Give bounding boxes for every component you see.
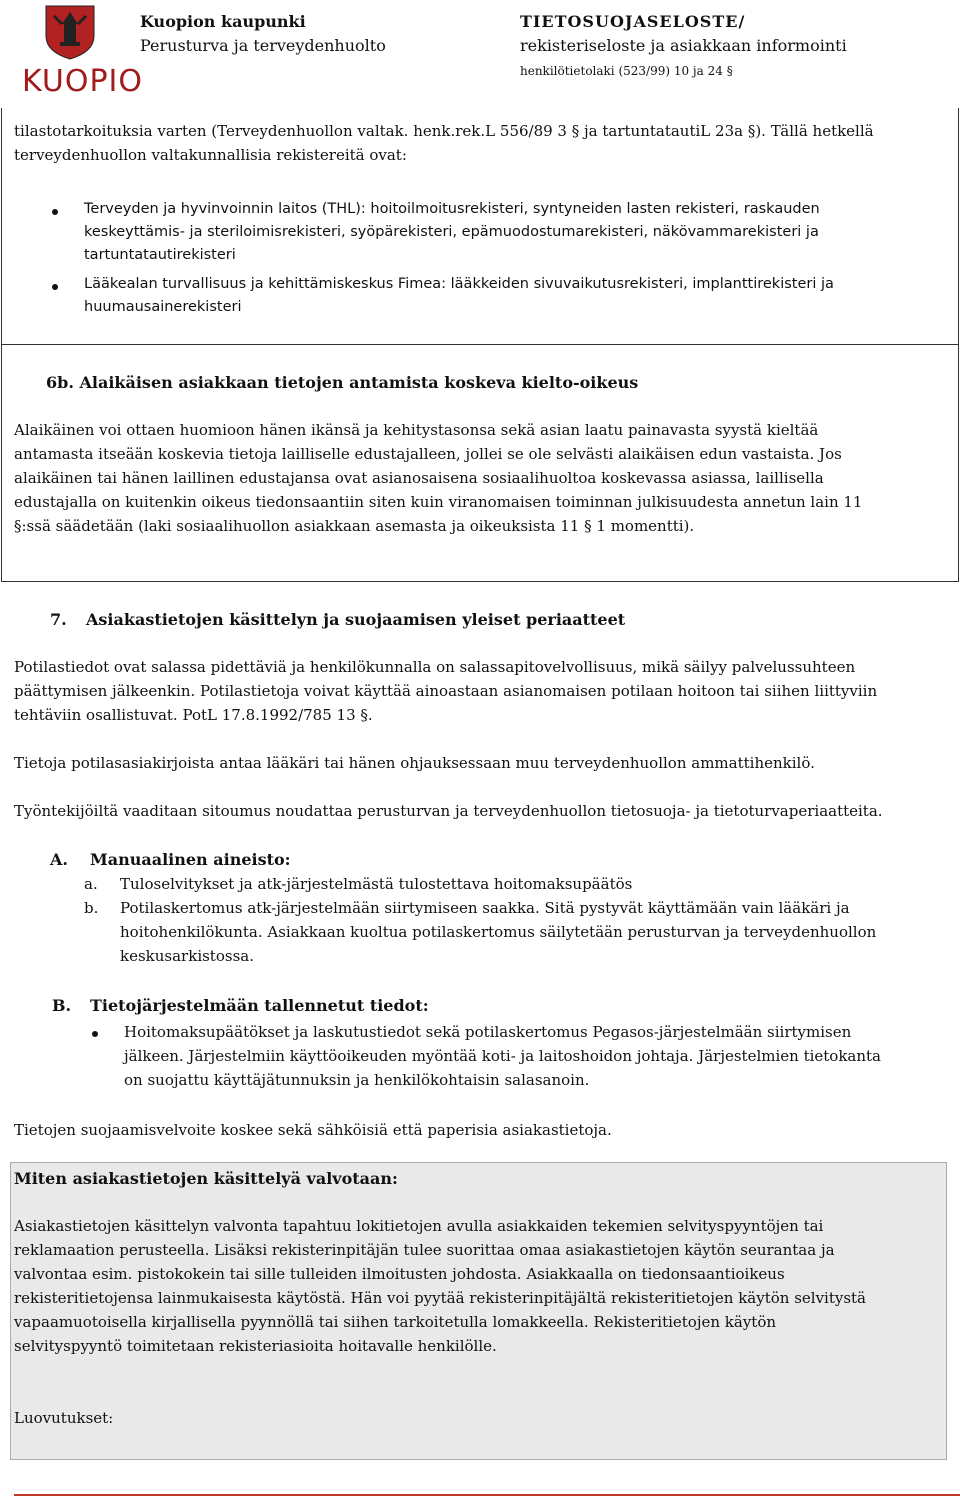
- list-item-line: Hoitomaksupäätökset ja laskutustiedot sekä potilaskertomus Pegasos-järjestelmään siirtymisen: [124, 1023, 852, 1041]
- paragraph-line: Alaikäinen voi ottaen huomioon hänen ikänsä ja kehitystasonsa sekä asian laatu painavasta syystä kieltää: [14, 421, 819, 439]
- paragraph-line: selvityspyyntö toimitetaan rekisteriasioita hoitavalle henkilölle.: [14, 1337, 497, 1355]
- paragraph-line: antamasta itseään koskevia tietoja lailliselle edustajalleen, jollei se ole selvästi alaikäisen edun vastaista. Jos: [14, 445, 842, 463]
- section-7-heading: Asiakastietojen käsittelyn ja suojaamisen yleiset periaatteet: [86, 610, 626, 629]
- paragraph-line: alaikäinen tai hänen laillinen edustajansa ovat asianosaisena sosiaalihuoltoa koskevassa asiassa, laillisella: [14, 469, 824, 487]
- logo-wordmark: KUOPIO: [22, 64, 143, 99]
- section-6b-box: [1, 344, 959, 582]
- footer-rule: [14, 1494, 960, 1496]
- bullet-icon: [52, 284, 58, 290]
- paragraph-line: tehtäviin osallistuvat. PotL 17.8.1992/785 13 §.: [14, 706, 373, 724]
- bullet-icon: [92, 1031, 98, 1037]
- paragraph-line: reklamaation perusteella. Lisäksi rekisterinpitäjän tulee suorittaa omaa asiakastietojen käytön seurantaa ja: [14, 1241, 835, 1259]
- monitoring-heading: Miten asiakastietojen käsittelyä valvotaan:: [14, 1169, 398, 1188]
- paragraph-line: tilastotarkoituksia varten (Terveydenhuollon valtak. henk.rek.L 556/89 3 § ja tartuntatautiL 23a §). Tällä hetkellä: [14, 122, 874, 140]
- kuopio-coat-of-arms-logo: [10, 4, 143, 104]
- paragraph-line: Tietojen suojaamisvelvoite koskee sekä sähköisiä että paperisia asiakastietoja.: [14, 1121, 612, 1139]
- document-law-reference: henkilötietolaki (523/99) 10 ja 24 §: [520, 64, 733, 78]
- paragraph-line: §:ssä säädetään (laki sosiaalihuollon asiakkaan asemasta ja oikeuksista 11 § 1 momentti).: [14, 517, 695, 535]
- disclosures-label: Luovutukset:: [14, 1409, 114, 1427]
- list-item-line: jälkeen. Järjestelmiin käyttöoikeuden myöntää koti- ja laitoshoidon johtaja. Järjestelmien tietokanta: [124, 1047, 881, 1065]
- document-subtitle: rekisteriseloste ja asiakkaan informointi: [520, 36, 847, 55]
- org-name: Kuopion kaupunki: [140, 12, 306, 31]
- list-letter: B.: [52, 996, 72, 1015]
- list-item-line: huumausainerekisteri: [84, 299, 242, 315]
- list-item-line: on suojattu käyttäjätunnuksin ja henkilökohtaisin salasanoin.: [124, 1071, 590, 1089]
- section-6b-heading: 6b. Alaikäisen asiakkaan tietojen antamista koskeva kielto-oikeus: [46, 373, 639, 392]
- paragraph-line: Potilastiedot ovat salassa pidettäviä ja henkilökunnalla on salassapitovelvollisuus, mikä säilyy palvelussuhteen: [14, 658, 856, 676]
- bullet-icon: [52, 209, 58, 215]
- list-item-line: Tuloselvitykset ja atk-järjestelmästä tulostettava hoitomaksupäätös: [120, 875, 633, 893]
- systems-heading: Tietojärjestelmään tallennetut tiedot:: [90, 996, 429, 1015]
- paragraph-line: Tietoja potilasasiakirjoista antaa lääkäri tai hänen ohjauksessaan muu terveydenhuollon ammattihenkilö.: [14, 754, 815, 772]
- registry-list-box: [1, 108, 959, 345]
- list-letter: a.: [84, 875, 98, 893]
- list-item-line: Terveyden ja hyvinvoinnin laitos (THL): hoitoilmoitusrekisteri, syntyneiden lasten rekisteri, raskauden: [84, 201, 820, 217]
- monitoring-box: [10, 1162, 947, 1460]
- page-header: [0, 0, 960, 112]
- paragraph-line: terveydenhuollon valtakunnallisia rekistereitä ovat:: [14, 146, 407, 164]
- list-item-line: tartuntatautirekisteri: [84, 247, 236, 263]
- org-unit: Perusturva ja terveydenhuolto: [140, 36, 386, 55]
- organization-block: [140, 10, 386, 58]
- list-item-line: keskeyttämis- ja steriloimisrekisteri, syöpärekisteri, epämuodostumarekisteri, näkövammarekisteri ja: [84, 224, 819, 240]
- list-item-line: Potilaskertomus atk-järjestelmään siirtymiseen saakka. Sitä pystyvät käyttämään vain lääkäri ja: [120, 899, 850, 917]
- document-title: TIETOSUOJASELOSTE/: [520, 12, 746, 31]
- coat-of-arms-icon: [40, 4, 100, 60]
- list-item-line: Lääkealan turvallisuus ja kehittämiskeskus Fimea: lääkkeiden sivuvaikutusrekisteri, implanttirekisteri ja: [84, 276, 834, 292]
- list-item-line: hoitohenkilökunta. Asiakkaan kuoltua potilaskertomus säilytetään perusturvan ja terveydenhuollon: [120, 923, 877, 941]
- paragraph-line: vapaamuotoisella kirjallisella pyynnöllä tai siihen tarkoitetulla lomakkeella. Rekisteritietojen käytön: [14, 1313, 777, 1331]
- list-letter: A.: [50, 850, 68, 869]
- paragraph-line: Asiakastietojen käsittelyn valvonta tapahtuu lokitietojen avulla asiakkaiden tekemien selvityspyyntöjen tai: [14, 1217, 824, 1235]
- paragraph-line: valvontaa esim. pistokokein tai sille tulleiden ilmoitusten johdosta. Asiakkaalla on tiedonsaantioikeus: [14, 1265, 785, 1283]
- document-title-block: [520, 10, 847, 84]
- paragraph-line: edustajalla on kuitenkin oikeus tiedonsaantiin siten kuin viranomaisen toiminnan julkisuudesta annetun lain 11: [14, 493, 863, 511]
- paragraph-line: rekisteritietojensa lainmukaisesta käytöstä. Hän voi pyytää rekisterinpitäjältä rekisteritietojen käytön selvitystä: [14, 1289, 867, 1307]
- list-letter: b.: [84, 899, 99, 917]
- paragraph-line: päättymisen jälkeenkin. Potilastietoja voivat käyttää ainoastaan asianomaisen potilaan hoitoon tai siihen liittyviin: [14, 682, 878, 700]
- list-item-line: keskusarkistossa.: [120, 947, 254, 965]
- paragraph-line: Työntekijöiltä vaaditaan sitoumus noudattaa perusturvan ja terveydenhuollon tietosuoja- ja tietoturvaperiaatteita.: [14, 802, 883, 820]
- manual-material-heading: Manuaalinen aineisto:: [90, 850, 291, 869]
- section-7-number: 7.: [50, 610, 67, 629]
